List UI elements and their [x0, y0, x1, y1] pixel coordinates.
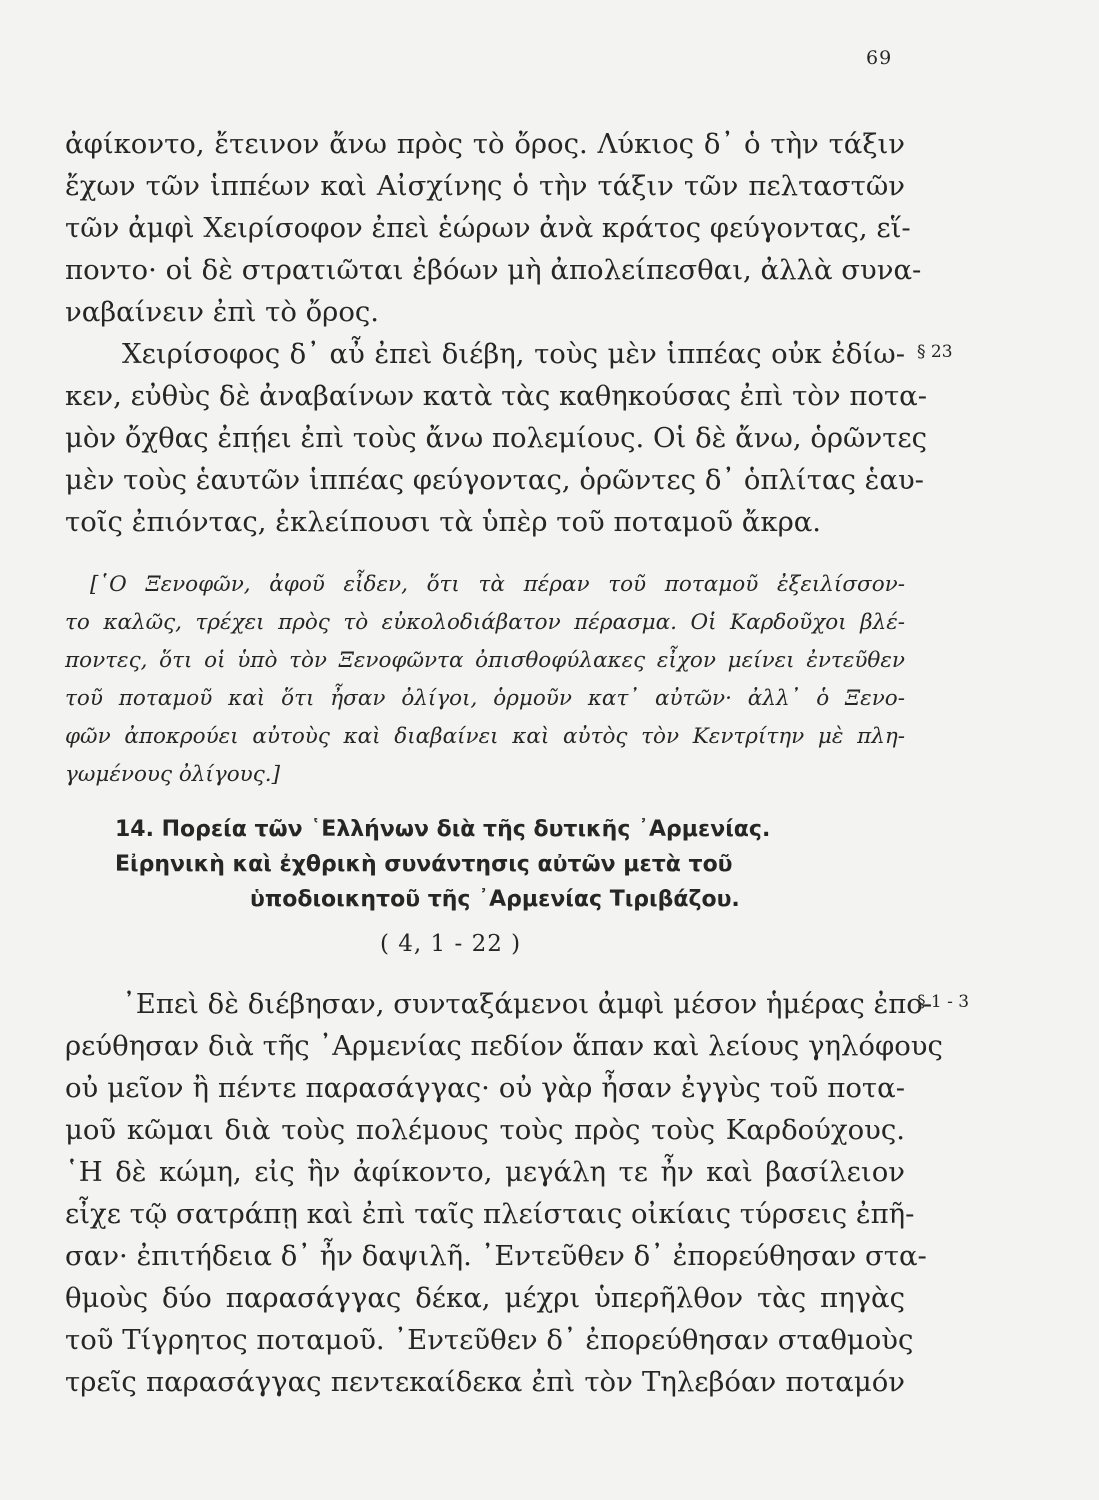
note-line: ποντες, ὅτι οἱ ὑπὸ τὸν Ξενοφῶντα ὀπισθοφύλακες εἶχον μείνει ἐντεῦθεν [65, 648, 905, 673]
text-line: ναβαίνειν ἐπὶ τὸ ὄρος. [65, 296, 380, 328]
note-line: γωμένους ὀλίγους.] [65, 762, 280, 787]
text-line: τοῦ Τίγρητος ποταμοῦ. ᾿Εντεῦθεν δ᾽ ἐπορεύθησαν σταθμοὺς [65, 1324, 914, 1356]
text-line: ποντο· οἱ δὲ στρατιῶται ἐβόων μὴ ἀπολείπεσθαι, ἀλλὰ συνα- [65, 254, 922, 286]
heading-line: 14. Πορεία τῶν ῾Ελλήνων διὰ τῆς δυτικῆς ᾿Αρμενίας. [115, 817, 771, 842]
text-line: ρεύθησαν διὰ τῆς ᾿Αρμενίας πεδίον ἅπαν καὶ λείους γηλόφους [65, 1030, 943, 1062]
text-line: τρεῖς παρασάγγας πεντεκαίδεκα ἐπὶ τὸν Τηλεβόαν ποταμόν [65, 1366, 905, 1398]
note-line: φῶν ἀποκρούει αὐτοὺς καὶ διαβαίνει καὶ αὐτὸς τὸν Κεντρίτην μὲ πλη- [65, 724, 905, 749]
text-line: μὸν ὄχθας ἐπῄει ἐπὶ τοὺς ἄνω πολεμίους. Οἱ δὲ ἄνω, ὁρῶντες [65, 422, 928, 454]
text-line: οὐ μεῖον ἢ πέντε παρασάγγας· οὐ γὰρ ἦσαν ἐγγὺς τοῦ ποτα- [65, 1072, 905, 1104]
text-line: ἔχων τῶν ἱππέων καὶ Αἰσχίνης ὁ τὴν τάξιν τῶν πελταστῶν [65, 170, 905, 202]
margin-reference: § 23 [917, 342, 953, 362]
text-line: κεν, εὐθὺς δὲ ἀναβαίνων κατὰ τὰς καθηκούσας ἐπὶ τὸν ποτα- [65, 380, 928, 412]
text-line: τοῖς ἐπιόντας, ἐκλείπουσι τὰ ὑπὲρ τοῦ ποταμοῦ ἄκρα. [65, 506, 822, 538]
note-line: τοῦ ποταμοῦ καὶ ὅτι ἦσαν ὀλίγοι, ὁρμοῦν κατ᾽ αὐτῶν· ἀλλ᾽ ὁ Ξενο- [65, 686, 905, 711]
text-line: τῶν ἀμφὶ Χειρίσοφον ἐπεὶ ἑώρων ἀνὰ κράτος φεύγοντας, εἵ- [65, 212, 911, 244]
text-line: ᾿Επεὶ δὲ διέβησαν, συνταξάμενοι ἀμφὶ μέσον ἡμέρας ἐπο- [122, 988, 933, 1020]
note-line: το καλῶς, τρέχει πρὸς τὸ εὐκολοδιάβατον πέρασμα. Οἱ Καρδοῦχοι βλέ- [65, 610, 905, 635]
text-line: μοῦ κῶμαι διὰ τοὺς πολέμους τοὺς πρὸς τοὺς Καρδούχους. [65, 1114, 905, 1146]
text-line: Χειρίσοφος δ᾽ αὖ ἐπεὶ διέβη, τοὺς μὲν ἱππέας οὐκ ἐδίω- [122, 338, 905, 370]
text-line: ῾Η δὲ κώμη, εἰς ἣν ἀφίκοντο, μεγάλη τε ἦν καὶ βασίλειον [65, 1156, 905, 1188]
heading-line: ὑποδιοικητοῦ τῆς ᾿Αρμενίας Τιριβάζου. [250, 887, 740, 912]
text-line: ἀφίκοντο, ἔτεινον ἄνω πρὸς τὸ ὄρος. Λύκιος δ᾽ ὁ τὴν τάξιν [65, 128, 905, 160]
section-reference: ( 4, 1 - 22 ) [380, 931, 522, 957]
page-number: 69 [866, 47, 893, 69]
text-line: σαν· ἐπιτήδεια δ᾽ ἦν δαψιλῆ. ᾿Εντεῦθεν δ᾽ ἐπορεύθησαν στα- [65, 1240, 927, 1272]
text-line: θμοὺς δύο παρασάγγας δέκα, μέχρι ὑπερῆλθον τὰς πηγὰς [65, 1282, 905, 1314]
note-line: [῾Ο Ξενοφῶν, ἀφοῦ εἶδεν, ὅτι τὰ πέραν τοῦ ποταμοῦ ἐξειλίσσον- [90, 572, 905, 597]
margin-reference: § 1 - 3 [917, 992, 970, 1012]
text-line: εἶχε τῷ σατράπῃ καὶ ἐπὶ ταῖς πλείσταις οἰκίαις τύρσεις ἐπῆ- [65, 1198, 915, 1230]
heading-line: Εἰρηνικὴ καὶ ἐχθρικὴ συνάντησις αὐτῶν μετὰ τοῦ [115, 852, 733, 877]
text-line: μὲν τοὺς ἑαυτῶν ἱππέας φεύγοντας, ὁρῶντες δ᾽ ὁπλίτας ἑαυ- [65, 464, 924, 496]
